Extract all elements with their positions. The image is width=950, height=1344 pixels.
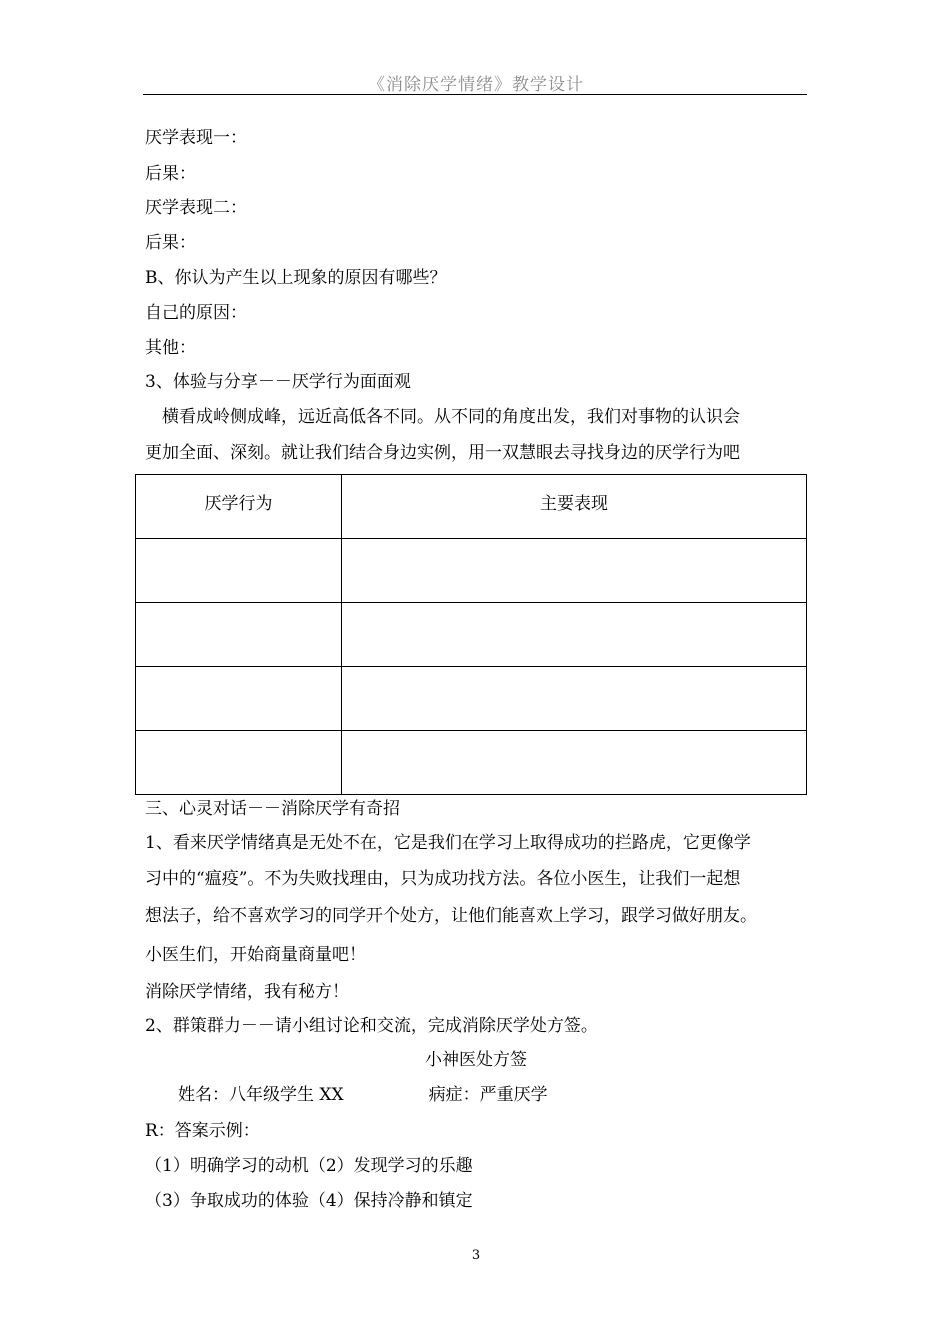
table-cell: [342, 603, 807, 667]
page-number: 3: [471, 1248, 481, 1263]
text-line: 厌学表现一：: [145, 128, 247, 148]
table-cell: [136, 667, 342, 731]
table-row: [136, 603, 807, 667]
table-header-cell: 主要表现: [342, 475, 807, 539]
text-line: 后果：: [145, 233, 196, 253]
table-cell: [136, 539, 342, 603]
page-header: 《消除厌学情绪》教学设计: [368, 75, 584, 95]
text-line: 后果：: [145, 164, 196, 184]
text-line: 自己的原因：: [145, 303, 247, 323]
table-row: [136, 731, 807, 795]
section-title: 三、心灵对话－－消除厌学有奇招: [145, 799, 400, 819]
symptom: 病症：严重厌学: [428, 1085, 548, 1105]
prescription-name-line: [178, 1083, 548, 1107]
table-cell: [136, 731, 342, 795]
text-line: 其他：: [145, 338, 196, 358]
prescription-title: 小神医处方签: [425, 1050, 527, 1070]
table-header-row: [136, 475, 807, 539]
paragraph-line: 消除厌学情绪，我有秘方！: [145, 982, 349, 1002]
table-cell: [342, 539, 807, 603]
answer-line: （3）争取成功的体验（4）保持冷静和镇定: [145, 1191, 473, 1211]
question-b: B、你认为产生以上现象的原因有哪些？: [145, 268, 447, 288]
patient-name: 姓名：八年级学生 XX: [178, 1085, 344, 1105]
table-cell: [136, 603, 342, 667]
paragraph-line: 更加全面、深刻。就让我们结合身边实例，用一双慧眼去寻找身边的厌学行为吧: [145, 443, 740, 463]
header-divider: [143, 94, 807, 95]
paragraph-line: 横看成岭侧成峰，远近高低各不同。从不同的角度出发，我们对事物的认识会: [162, 407, 740, 427]
text-line: 厌学表现二：: [145, 198, 247, 218]
table-row: [136, 667, 807, 731]
table-cell: [342, 667, 807, 731]
paragraph-line: 习中的“瘟疫”。不为失败找理由，只为成功找方法。各位小医生，让我们一起想: [145, 869, 741, 889]
answer-label: R：答案示例：: [145, 1121, 260, 1141]
paragraph-line: 2、群策群力－－请小组讨论和交流，完成消除厌学处方签。: [145, 1016, 598, 1036]
paragraph-line: 小医生们，开始商量商量吧！: [145, 945, 366, 965]
section-heading: 3、体验与分享－－厌学行为面面观: [145, 372, 411, 392]
paragraph-line: 1、看来厌学情绪真是无处不在，它是我们在学习上取得成功的拦路虎，它更像学: [145, 833, 751, 853]
answer-line: （1）明确学习的动机（2）发现学习的乐趣: [145, 1156, 473, 1176]
table-row: [136, 539, 807, 603]
behavior-table: [135, 474, 807, 795]
table-cell: [342, 731, 807, 795]
paragraph-line: 想法子，给不喜欢学习的同学开个处方，让他们能喜欢上学习，跟学习做好朋友。: [145, 906, 757, 926]
table-header-cell: 厌学行为: [136, 475, 342, 539]
